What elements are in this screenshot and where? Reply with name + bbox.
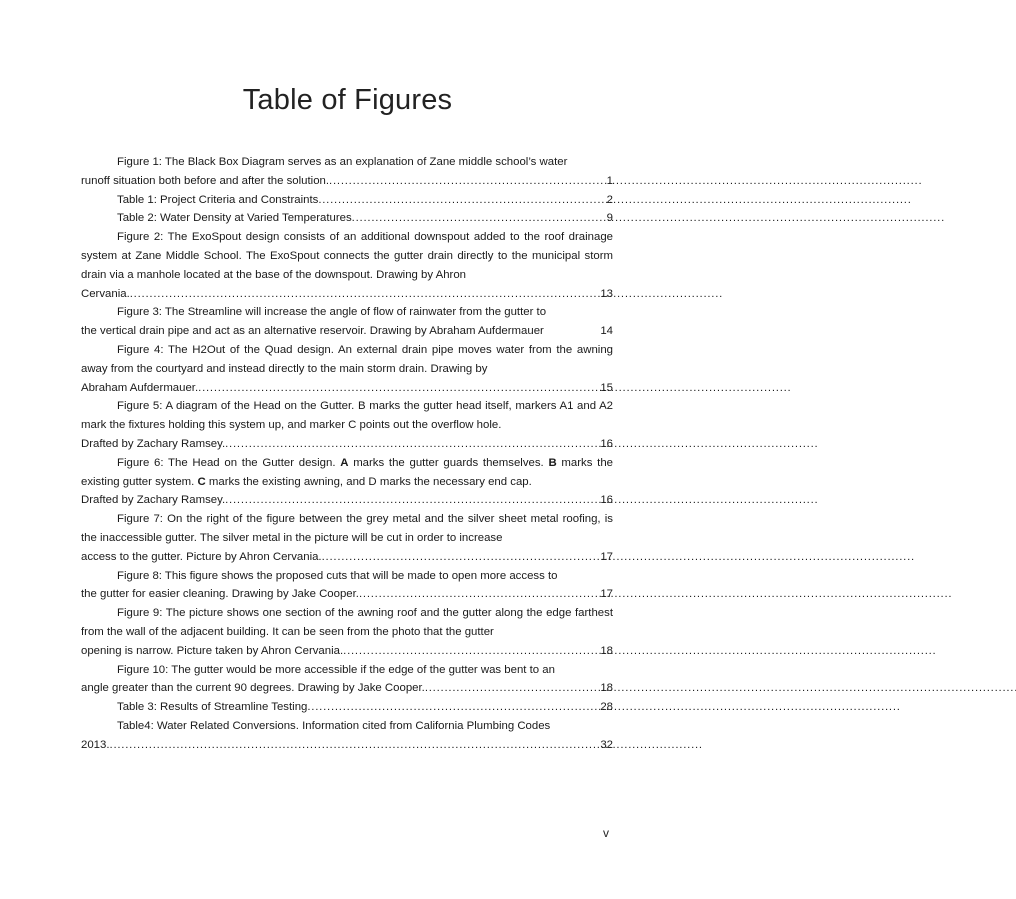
dot-leader [198,379,598,398]
table-of-figures-list [81,153,613,755]
toc-entry-page-number: 9 [606,212,613,225]
caption-fragment: marks the existing awning, and D marks the necessary end cap. [205,475,532,488]
dot-leader [307,698,598,717]
toc-entry-caption-end: the vertical drain pipe and act as an alternative reservoir. Drawing by Abraham Aufdermauer [81,325,544,338]
page-number: v [603,826,609,840]
toc-entry[interactable] [81,454,613,510]
caption-marker-bold: C [197,475,206,488]
toc-entry-caption-end: Drafted by Zachary Ramsey. [81,494,226,507]
toc-entry-page-number: 1 [606,174,613,187]
toc-entry-caption: Figure 9: The picture shows one section of the awning roof and the gutter along the edge farthest from the wall of the adjacent building. It can be seen from the photo that the gutter [81,607,613,638]
toc-entry-caption: Table4: Water Related Conversions. Information cited from California Plumbing Codes [117,719,551,732]
dot-leader [329,172,605,191]
toc-entry[interactable] [81,698,613,717]
page-title: Table of Figures [242,84,453,116]
toc-entry-page-number: 18 [600,682,613,695]
toc-entry[interactable] [81,341,613,397]
caption-fragment: marks the existing gutter system. [81,456,614,488]
toc-entry[interactable] [81,604,613,660]
toc-entry-caption-end: Drafted by Zachary Ramsey. [81,437,226,450]
toc-entry-caption: Table 1: Project Criteria and Constraints [117,193,319,206]
toc-entry-page-number: 28 [600,701,613,714]
toc-entry-caption-end: runoff situation both before and after the solution. [81,174,330,187]
toc-entry-caption: Figure 7: On the right of the figure between the grey metal and the silver sheet metal roofing, is the inaccessible gutter. The silver metal in the picture will be cut in order to increase [81,513,613,544]
toc-entry-caption-end: Abraham Aufdermauer. [81,381,199,394]
dot-leader [225,491,598,510]
dot-leader [110,736,599,755]
toc-entry-page-number: 13 [600,287,613,300]
toc-entry-caption-end: access to the gutter. Picture by Ahron Cervania. [81,550,322,563]
toc-entry[interactable] [81,209,613,228]
toc-entry[interactable] [81,717,613,755]
toc-entry-caption: Figure 3: The Streamline will increase the angle of flow of rainwater from the gutter to [117,306,547,319]
toc-entry-page-number: 18 [600,644,613,657]
toc-entry-caption: Figure 10: The gutter would be more accessible if the edge of the gutter was bent to an [117,663,555,676]
toc-entry[interactable] [81,661,613,699]
dot-leader [425,679,599,698]
toc-entry-page-number: 2 [606,193,613,206]
toc-entry[interactable] [81,567,613,605]
toc-entry-page-number: 16 [600,494,613,507]
toc-entry-caption: Table 3: Results of Streamline Testing [117,701,308,714]
toc-entry[interactable] [81,510,613,566]
toc-entry-page-number: 16 [600,437,613,450]
toc-entry-caption-end: Cervania. [81,287,130,300]
toc-entry-caption-end: the gutter for easier cleaning. Drawing by Jake Cooper. [81,588,359,601]
toc-entry-caption: Table 2: Water Density at Varied Temperatures [117,212,352,225]
toc-entry-page-number: 17 [600,550,613,563]
caption-marker-bold: B [548,456,557,469]
dot-leader [322,548,599,567]
dot-leader [343,642,598,661]
toc-entry-caption: Figure 4: The H2Out of the Quad design. An external drain pipe moves water from the awning away from the courtyard and instead directly to the main storm drain. Drawing by [81,343,613,375]
caption-marker-bold: A [340,456,349,469]
dot-leader [318,191,604,210]
toc-entry[interactable] [81,191,613,210]
toc-entry[interactable] [81,303,613,341]
toc-entry-page-number: 32 [600,738,613,751]
toc-entry-caption: Figure 2: The ExoSpout design consists of an additional downspout added to the roof drainage system at Zane Middle School. The ExoSpout connects the gutter drain directly to the municipal storm drain via a manhole located at the base of the downspout. Drawing by Ahron [81,231,613,281]
toc-entry-caption [81,454,613,492]
toc-entry-caption-end: 2013. [81,738,110,751]
caption-fragment: marks the gutter guards themselves. [348,456,549,469]
toc-entry[interactable] [81,228,613,303]
dot-leader [359,585,598,604]
caption-fragment: Figure 6: The Head on the Gutter design. [117,456,341,469]
toc-entry-caption-end: angle greater than the current 90 degrees. Drawing by Jake Cooper. [81,682,425,695]
toc-entry-caption: Figure 5: A diagram of the Head on the Gutter. B marks the gutter head itself, markers A1 and A2 mark the fixtures holding this system up, and marker C points out the overflow hole. [81,400,613,432]
toc-entry-caption: Figure 1: The Black Box Diagram serves as an explanation of Zane middle school’s water [117,156,568,168]
toc-entry-caption-end: opening is narrow. Picture taken by Ahron Cervania. [81,644,344,657]
dot-leader [352,209,605,228]
toc-entry-caption: Figure 8: This figure shows the proposed cuts that will be made to open more access to [117,569,558,582]
toc-entry[interactable] [81,397,613,453]
toc-entry-page-number: 15 [600,381,613,394]
toc-entry-page-number: 14 [600,325,613,338]
toc-entry-page-number: 17 [600,588,613,601]
dot-leader [130,285,599,304]
toc-entry[interactable] [81,153,613,191]
dot-leader [225,435,598,454]
